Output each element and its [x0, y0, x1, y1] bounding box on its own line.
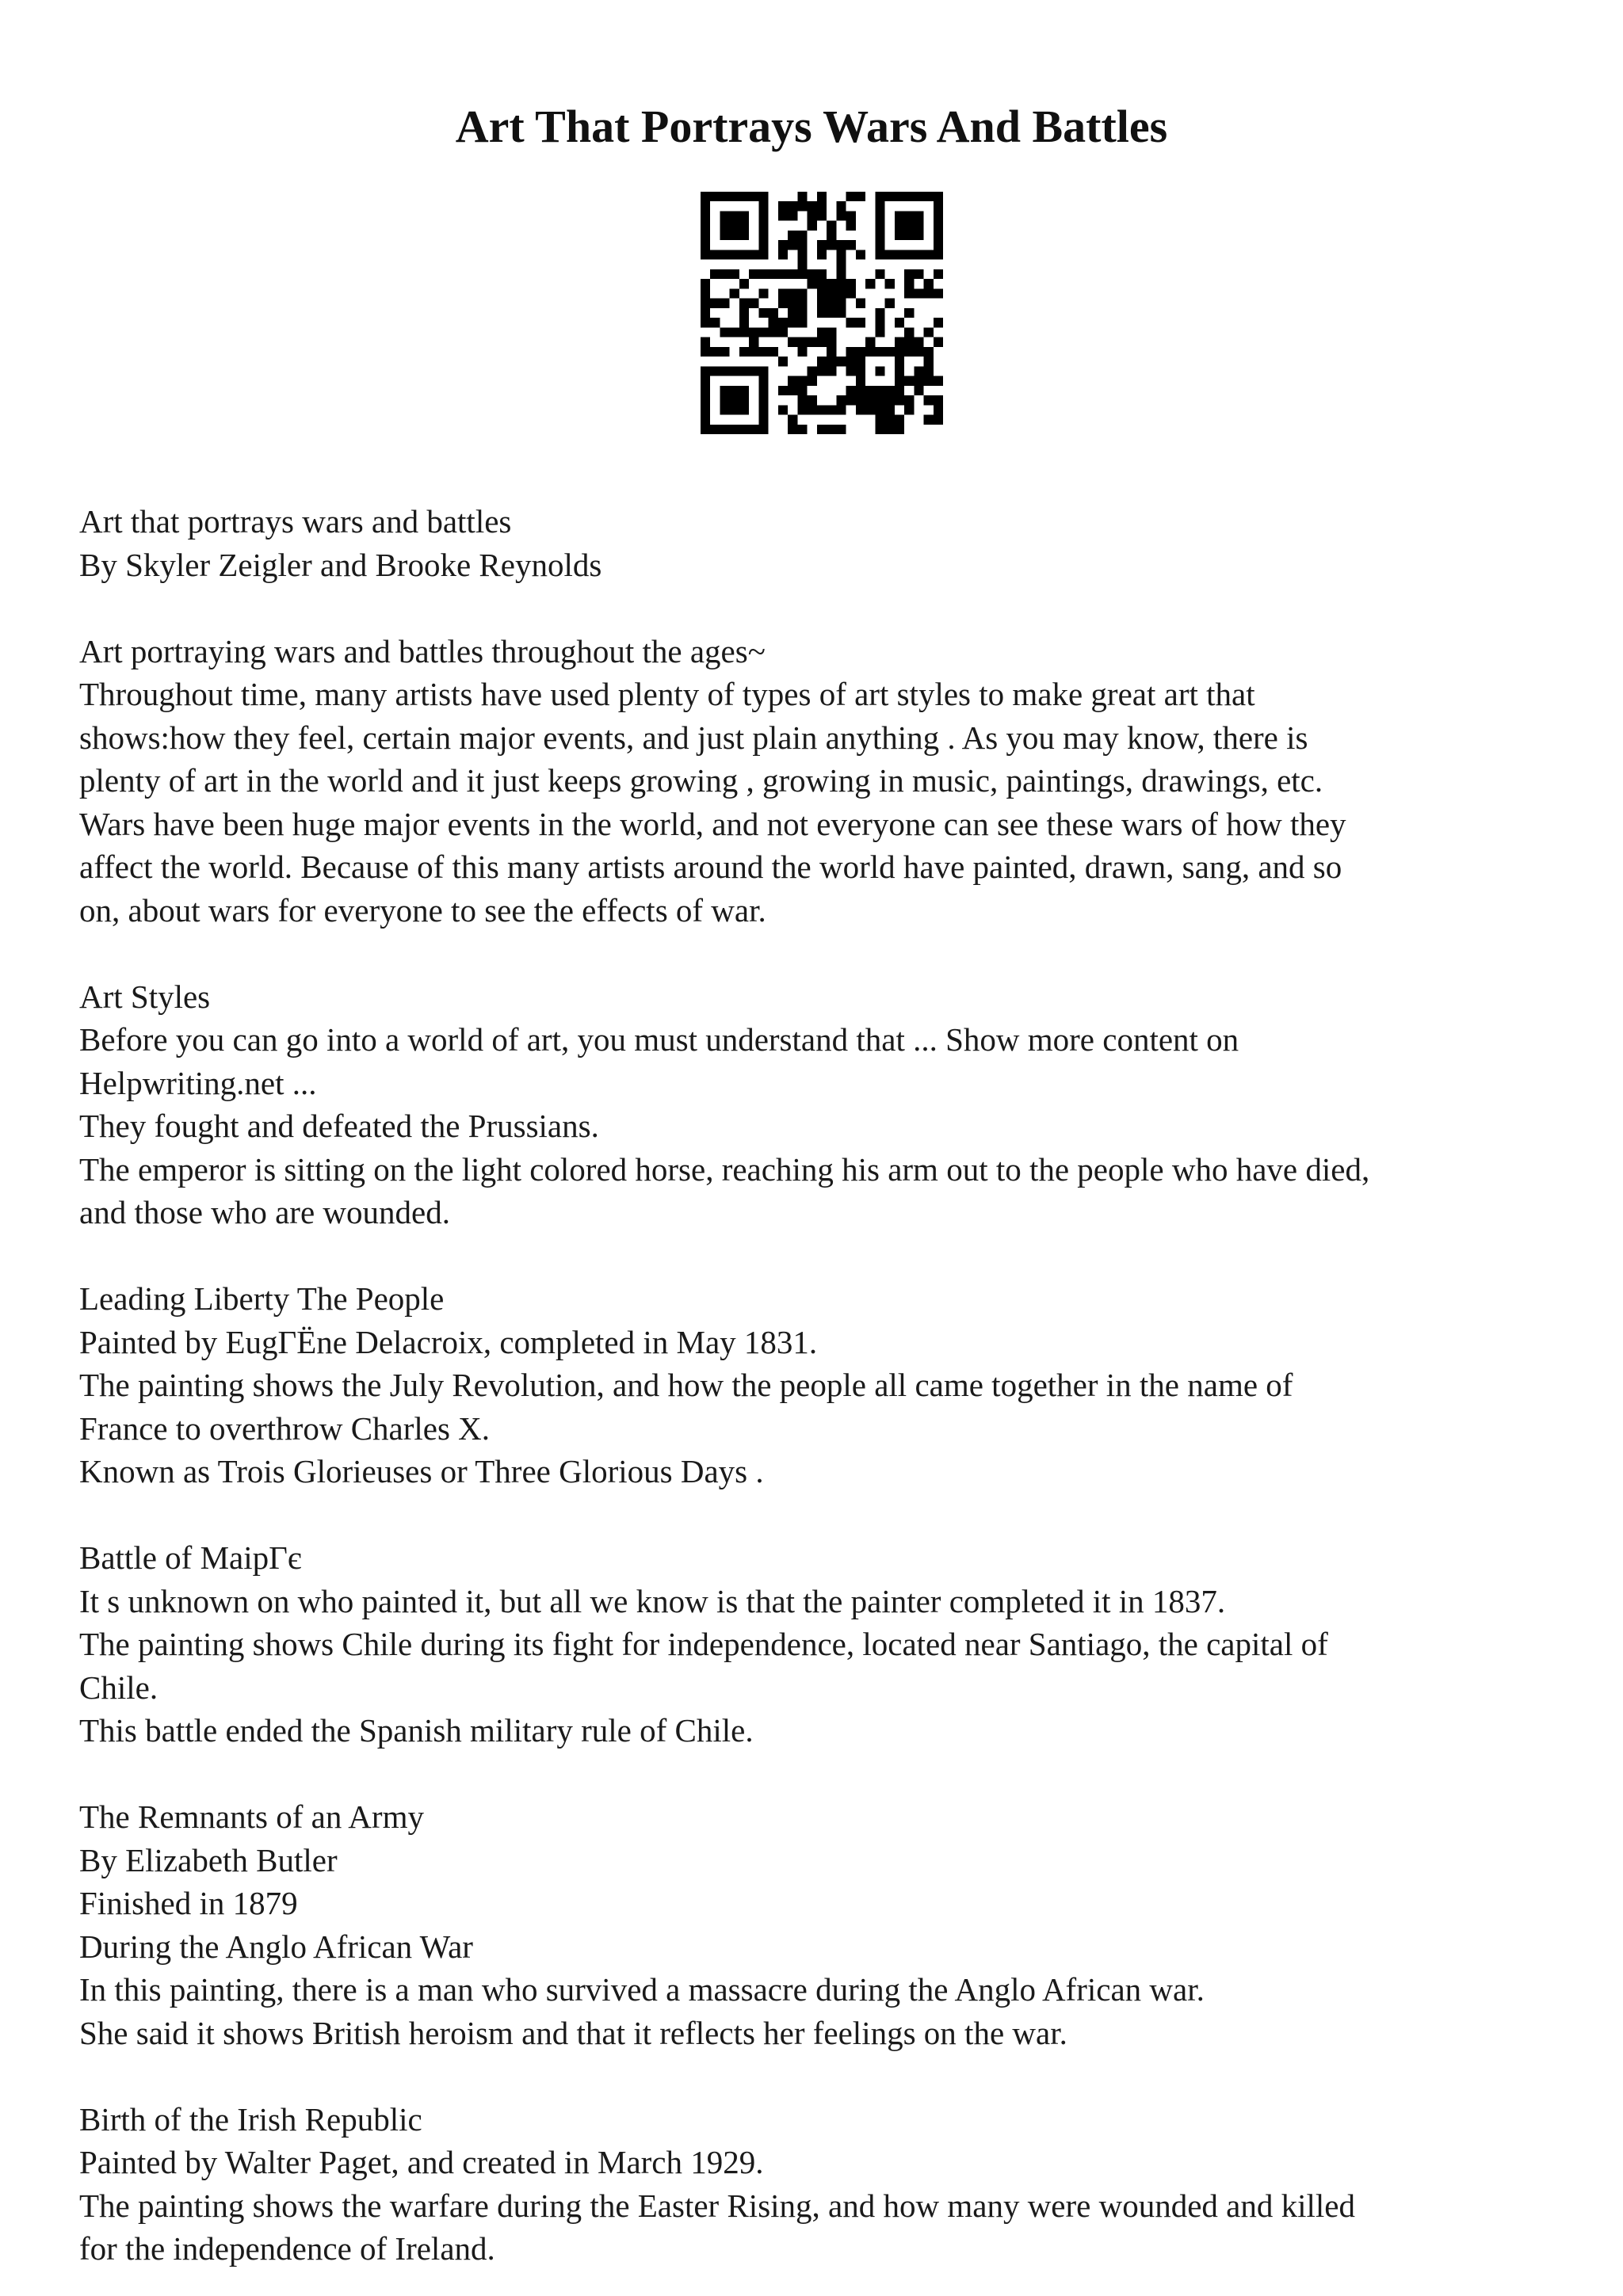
intro-authors-line: By Skyler Zeigler and Brooke Reynolds [79, 546, 602, 583]
qr-code-graphic [701, 192, 943, 434]
qr-code-image [701, 192, 943, 434]
liberty-line: The painting shows the July Revolution, and how the people all came together in the name of [79, 1367, 1293, 1403]
remnants-line: Finished in 1879 [79, 1885, 298, 1921]
art-styles-line: They fought and defeated the Prussians. [79, 1108, 599, 1144]
maipu-line: The painting shows Chile during its fight for independence, located near Santiago, the capital of [79, 1626, 1328, 1662]
maipu-line: Chile. [79, 1669, 158, 1706]
paragraph-gap [79, 586, 1569, 630]
paragraph-gap [79, 1753, 1569, 1796]
intro-section-line: shows:how they feel, certain major events, and just plain anything . As you may know, there is [79, 719, 1308, 756]
liberty-line: Painted by EugГËne Delacroix, completed in May 1831. [79, 1323, 818, 1360]
document-title: Art That Portrays Wars And Battles [455, 101, 1168, 152]
art-styles-line: Helpwriting.net ... [79, 1064, 317, 1101]
remnants-heading: The Remnants of an Army [79, 1798, 424, 1835]
liberty-line: France to overthrow Charles X. [79, 1409, 491, 1447]
intro-section-line: Throughout time, many artists have used plenty of types of art styles to make great art that [79, 676, 1255, 712]
irish-line: The painting shows the warfare during the Easter Rising, and how many were wounded and killed [79, 2187, 1355, 2224]
irish-heading: Birth of the Irish Republic [79, 2100, 422, 2138]
intro-section-line: plenty of art in the world and it just keeps growing , growing in music, paintings, drawings, etc. [79, 762, 1323, 799]
remnants-line: She said it shows British heroism and that it reflects her feelings on the war. [79, 2014, 1067, 2051]
intro-section-line: affect the world. Because of this many artists around the world have painted, drawn, sang, and so [79, 849, 1342, 885]
paragraph-gap [79, 1493, 1569, 1537]
document-body [79, 500, 1569, 2271]
irish-line: for the independence of Ireland. [79, 2230, 495, 2267]
irish-line: Painted by Walter Paget, and created in March 1929. [79, 2144, 764, 2180]
maipu-heading: Battle of MaipГє [79, 1539, 302, 1576]
maipu-line: It s unknown on who painted it, but all we know is that the painter completed it in 1837. [79, 1582, 1226, 1619]
intro-title-line: Art that portrays wars and battles [79, 503, 512, 540]
paragraph-gap [79, 1234, 1569, 1278]
intro-section-heading: Art portraying wars and battles throughout the ages~ [79, 632, 766, 669]
art-styles-line: Before you can go into a world of art, you must understand that ... Show more content on [79, 1021, 1239, 1058]
art-styles-line: The emperor is sitting on the light colored horse, reaching his arm out to the people who have died, [79, 1150, 1370, 1188]
art-styles-line: and those who are wounded. [79, 1194, 450, 1230]
liberty-line: Known as Trois Glorieuses or Three Glorious Days . [79, 1453, 764, 1489]
remnants-line: In this painting, there is a man who survived a massacre during the Anglo African war. [79, 1971, 1205, 2008]
paragraph-gap [79, 932, 1569, 975]
liberty-heading: Leading Liberty The People [79, 1280, 445, 1317]
remnants-line: During the Anglo African War [79, 1928, 473, 1965]
maipu-line: This battle ended the Spanish military rule of Chile. [79, 1712, 754, 1749]
paragraph-gap [79, 2054, 1569, 2098]
intro-section-line: on, about wars for everyone to see the effects of war. [79, 891, 766, 929]
art-styles-heading: Art Styles [79, 978, 211, 1015]
remnants-line: By Elizabeth Butler [79, 1841, 338, 1878]
intro-section-line: Wars have been huge major events in the world, and not everyone can see these wars of how they [79, 805, 1346, 842]
